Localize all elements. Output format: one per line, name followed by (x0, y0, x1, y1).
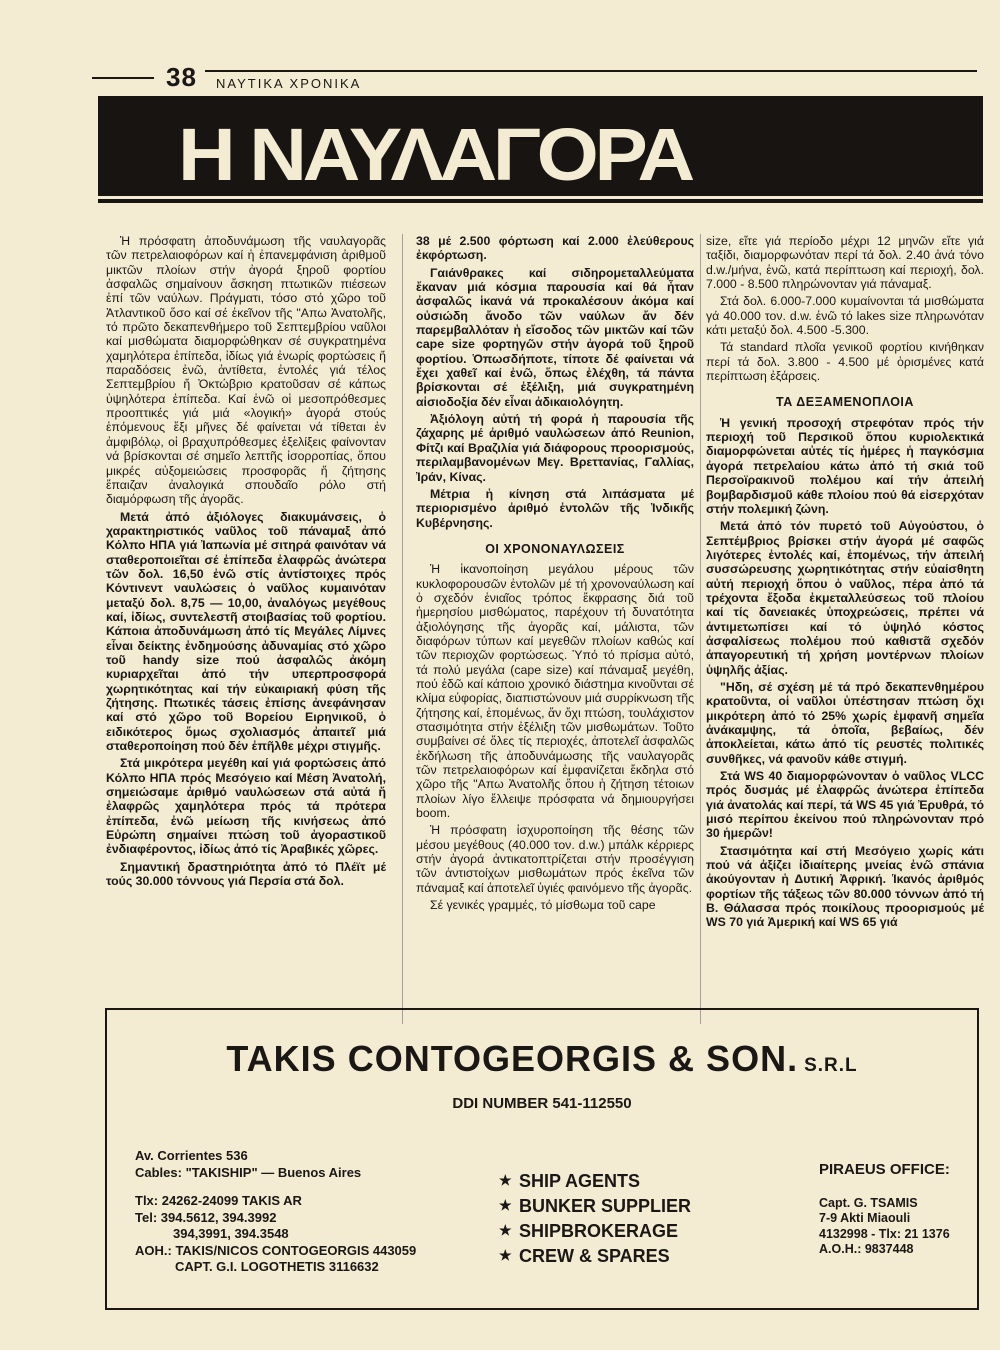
column-divider (700, 234, 701, 1024)
article-paragraph: Μέτρια ἡ κίνηση στά λιπάσματα μέ περιορισμένο ἀριθμό ἐντολῶν τῆς Ἰνδικῆς Κυβέρνησης. (416, 486, 694, 530)
section-heading: ΟΙ ΧΡΟΝΟΝΑΥΛΩΣΕΙΣ (485, 541, 625, 556)
article-paragraph: Στά WS 40 διαμορφώνονταν ὁ ναῦλος VLCC πρός δυσμάς μέ ἐλαφρῶς ἀνώτερα ἐπίπεδα γιά ἀνατολάς καί περί, τά WS 45 γιά Ἐρυθρά, τό μισό περίπου ἐκείνου πού πληρώνονταν πρό 30 ἡμερῶν! (706, 769, 984, 841)
ad-service-item: ★ BUNKER SUPPLIER (499, 1193, 691, 1218)
star-icon: ★ (499, 1247, 512, 1263)
header-rule (92, 77, 154, 79)
article-paragraph: Ἡ ἱκανοποίηση μεγάλου μέρους τῶν κυκλοφορουσῶν ἐντολῶν μέ τή χρονοναύλωση καί ὁ σχεδόν ἑνιαῖος τρόπος ἔκφρασης διά τοῦ ἡμερησίου μισθώματος, παρέχουν τή δυνατότητα ἀξιολόγησης τῆς ἀγορᾶς καί, μάλιστα, τῶν διαφόρων τύπων καί μεγεθῶν πλοίων καθώς καί τῶν περιοχῶν φορτώσεως. Ὑπό τό πρίσμα αὐτό, τά πολύ μεγάλα (cape size) καί πάναμαξ μεγέθη, πού ἐδῶ καί κάποιο χρονικό διάστημα κινοῦνται σέ κλίμα εὐφορίας, διαπιστώνουν μιά συρρίκνωση τῆς ζήτησης καί, ἑπομένως, ἄν ὄχι πτώση, τουλάχιστον στασιμότητα στήν ἐξέλιξη τῶν μισθωμάτων. Τοῦτο συμβαίνει σέ ὅλες τίς περιοχές, ἀποτελεῖ ἀσφαλῶς ἐκδήλωση τῆς ἀποδυνάμωσης τῆς ναυλαγορᾶς τῶν πετρελαιοφόρων καί ἐμφανίζεται ἔκδηλα στό χῶρο τῆς "Απω Ἀνατολῆς ὅπου ἡ ζήτηση τέτοιων πλοίων λίγο ἔλλειψε πρόσφατα νά δημιουργήσει boom. (416, 562, 694, 821)
article-column-3 (706, 234, 984, 933)
ad-piraeus-phone: 4132998 - Tlx: 21 1376 (819, 1226, 950, 1241)
ad-company-suffix: S.R.L (804, 1055, 858, 1076)
ad-after-hours-2: CAPT. G.I. LOGOTHETIS 3116632 (175, 1259, 379, 1274)
article-paragraph: Στασιμότητα καί στή Μεσόγειο χωρίς κάτι πού νά ἀξίζει ἰδιαίτερης μνείας ἐνῶ σπάνια ἀκούγονταν ἡ Δυτική Ἀφρική. Ἱκανός ἀριθμός φορτίων τῆς τάξεως τῶν 80.000 τόννων ἀπό τή Β. Θάλασσα πρός ποικίλους προορισμούς μέ WS 70 γιά Ἀμερική καί WS 65 γιά (706, 843, 984, 930)
article-paragraph: Σέ γενικές γραμμές, τό μίσθωμα τοῦ cape (430, 898, 656, 913)
ad-address: Av. Corrientes 536 (135, 1148, 248, 1163)
article-paragraph: Ἡ γενική προσοχή στρεφόταν πρός τήν περιοχή τοῦ Περσικοῦ ὅπου κυριολεκτικά διαμορφώνεται αὐτές τίς ἡμέρες ἡ παγκόσμια ἀγορά πετρελαίου κάτω ἀπό τή σκιά τοῦ Περσοϊρακινοῦ πολέμου καί τήν ἀπειλή βομβαρδισμοῦ κάθε πλοίου πού θά εἰσερχόταν στήν πολεμική ζώνη. (706, 415, 984, 516)
article-paragraph: "Ηδη, σέ σχέση μέ τά πρό δεκαπενθημέρου κρατοῦντα, οἱ ναῦλοι ὑπέστησαν πτώση ὄχι μικρότερη ἀπό τό 25% χωρίς ἐμφανῆ σημεῖα ἀνάκαμψης, τά ὁποῖα, βεβαίως, δέν ἀποκλείεται, κάτω ἀπό τίς ρευστές πολιτικές συνθῆκες, νά φανοῦν κάθε στιγμή. (706, 679, 984, 766)
title-banner (98, 96, 983, 214)
ad-company-name: TAKIS CONTOGEORGIS & SON. (226, 1038, 799, 1079)
ad-contact-block (135, 1148, 416, 1276)
article-paragraph: Ἡ πρόσφατη ἀποδυνάμωση τῆς ναυλαγορᾶς τῶν πετρελαιοφόρων καί ἡ ἐπανεμφάνιση ἀριθμοῦ μικτῶν πλοίων στήν ἀγορά ξηροῦ φορτίου ἀσφαλῶς σημαίνουν ἄσκηση πτωτικῶν πιέσεων ἐπί τῶν ναύλων. Πράγματι, τόσο στό χῶρο τοῦ Ἀτλαντικοῦ ὅσο καί σέ ἐκεῖνον τῆς "Απω Ἀνατολῆς, τό πρῶτο δεκαπενθήμερο τοῦ Σεπτεμβρίου ναῦλοι καί μισθώματα διαμορφώθηκαν σέ συγκρατημένα χαμηλότερα ἐπίπεδα, ἰδίως γιά ἐνωρίς φορτώσεις ἤ παραδόσεις ἐνῶ, ἀντίθετα, ἐντολές γιά τέλος Σεπτεμβρίου ἤ Ὀκτώβριο κρατοῦσαν σέ κάπως ὑψηλότερα ἐπίπεδα. Καί ἐνῶ οἱ μεσοπρόθεσμες προοπτικές γιά μιά «λογική» ἀγορά στούς ἑπόμενους ἕξι μῆνες δέ φαίνεται νά τίθεται ἐν ἀμφιβόλῳ, οἱ βραχυπρόθεσμες ἐξελίξεις φαίνονταν νά βρίσκονται σέ σημεῖο λεπτῆς ἰσορροπίας, ὅπου μικρές αὐξομειώσεις προσφορᾶς ἤ ζήτησης ἔπαιζαν ἀναλογικά σπουδαῖο ρόλο στή διαμόρφωση τῆς ἀγορᾶς. (106, 234, 386, 507)
article-paragraph: Τά standard πλοῖα γενικοῦ φορτίου κινήθηκαν περί τά δολ. 3.800 - 4.500 μέ ὁρισμένες κατά περίπτωση ἐξάρσεις. (706, 340, 984, 384)
section-heading: ΤΑ ΔΕΞΑΜΕΝΟΠΛΟΙΑ (776, 395, 914, 410)
article-paragraph: Μετά ἀπό τόν πυρετό τοῦ Αὐγούστου, ὁ Σεπτέμβριος βρίσκει στήν ἀγορά μέ σαφῶς λιγότερες ἐντολές καί, ἑπομένως, τήν ἀπειλή συσσώρευσης χωρητικότητας στήν εὐαίσθητη αὐτή περιοχή ὅπου ὁ ναῦλος, πέρα ἀπό τά τρέχοντα ἔξοδα ἐκμεταλλεύσεως τοῦ πλοίου καί τίς δανειακές ὑποχρεώσεις, πρέπει νά ἀντιμετωπίσει καί τό ὑψηλό κόστος ἀσφαλίσεως πολέμου πού καθιστᾶ σχεδόν ἀπαγορευτική τή χρήση μοντέρνων πλοίων ὑψηλῆς ἀξίας. (706, 519, 984, 677)
article-paragraph: 38 μέ 2.500 φόρτωση καί 2.000 ἐλεύθερους ἐκφόρτωση. (416, 234, 694, 263)
page-number: 38 (166, 62, 197, 92)
star-icon: ★ (499, 1197, 512, 1213)
star-icon: ★ (499, 1222, 512, 1238)
banner-band (98, 96, 983, 196)
article-paragraph: Στά δολ. 6.000-7.000 κυμαίνονται τά μισθώματα γά 40.000 τον. d.w. ἐνῶ τό lakes size πληρωνόταν κάτι μεταξύ δολ. 4.500 -5.300. (706, 294, 984, 338)
advertisement (105, 1008, 979, 1310)
star-icon: ★ (499, 1172, 512, 1188)
ad-services-list (499, 1168, 691, 1268)
article-paragraph: Στά μικρότερα μεγέθη καί γιά φορτώσεις ἀπό Κόλπο ΗΠΑ πρός Μεσόγειο καί Μέση Ἀνατολή, σημειώσαμε ἀριθμό ναυλώσεων στά αὐτά ἤ ἐλαφρῶς χαμηλότερα πρός τά πρότερα ἐπίπεδα, ἐνῶ μείωση τῆς κινήσεως ἀπό Εὐρώπη σημαίνει πτώση τοῦ ἀγοραστικοῦ ἐνδιαφέροντος, ἰδίως ἀπό τίς Ἀραβικές χῶρες. (106, 756, 386, 857)
article-column-1 (106, 234, 386, 891)
ad-service-item: ★ SHIP AGENTS (499, 1168, 691, 1193)
ad-service-item: ★ SHIPBROKERAGE (499, 1218, 691, 1243)
magazine-title: ΝΑΥΤΙΚΑ ΧΡΟΝΙΚΑ (216, 76, 362, 91)
ad-piraeus-after-hours: A.O.H.: 9837448 (819, 1242, 914, 1256)
column-divider (402, 234, 403, 1024)
ad-telephone: Tel: 394.5612, 394.3992 (135, 1209, 277, 1225)
ad-piraeus-title: PIRAEUS OFFICE: (819, 1161, 950, 1178)
ad-piraeus-address: 7-9 Akti Miaouli (819, 1211, 911, 1225)
ad-telex: Tlx: 24262-24099 TAKIS AR (135, 1193, 302, 1208)
ad-cables: Cables: "TAKISHIP" — Buenos Aires (135, 1164, 362, 1180)
banner-stripe (98, 199, 983, 203)
ad-piraeus-captain: Capt. G. TSAMIS (819, 1195, 918, 1210)
article-paragraph: Σημαντική δραστηριότητα ἀπό τό Πλέϊτ μέ τούς 30.000 τόννους γιά Περσία στά δολ. (106, 859, 386, 889)
article-paragraph: Γαιάνθρακες καί σιδηρομεταλλεύματα ἔκαναν μιά κόσμια παρουσία καί θά ἦταν ἀσφαλῶς ἱκανά νά προκαλέσουν ἀκόμα καί οὐσιώδη ἄνοδο τῶν ναύλων ἄν δέν παρεμβαλλόταν ἡ εἴσοδος τῶν μικτῶν καί τῶν cape size φορτηγῶν στήν ἀγορά τοῦ ξηροῦ φορτίου. Ὁπωσδήποτε, τίποτε δέ φαίνεται νά ἔχει χαθεῖ καί ἐνῶ, ὅπως ἐλέχθη, τά πάντα βρίσκονται σέ ἐξέλιξη, μιά συγκρατημένη αἰσιοδοξία δέν εἶναι ἀδικαιολόγητη. (416, 265, 694, 409)
ad-telephone-2: 394,3991, 394.3548 (173, 1226, 289, 1241)
ad-company (107, 1038, 977, 1080)
article-paragraph: Ἡ πρόσφατη ἰσχυροποίηση τῆς θέσης τῶν μέσου μεγέθους (40.000 τον. d.w.) μπάλκ κέρριερς στήν ἀγορά ἀντικατοπτρίζεται στήν προσέγγιση τῶν ἀντιστοίχων μισθωμάτων πρός ἐκεῖνα τῶν πάναμαξ καί ἀποτελεῖ ὑγιές φαινόμενο τῆς ἀγορᾶς. (416, 823, 694, 895)
article-paragraph: Μετά ἀπό ἀξιόλογες διακυμάνσεις, ὁ χαρακτηριστικός ναῦλος τοῦ πάναμαξ ἀπό Κόλπο ΗΠΑ γιά Ἰαπωνία μέ σιτηρά φαινόταν νά σταθεροποιεῖται σέ ἐπίπεδα ἐλαφρῶς ἀνώτερα τῶν δολ. 16,50 ἐνῶ στίς ἀντίστοιχες πρός Κόντινεντ ναυλώσεις ὁ ναῦλος κυμαινόταν μεταξύ δολ. 8,75 — 10,00, ἀναλόγως μεγέθους καί, ἰδίως, συντελεστῆ στοιβασίας τοῦ φορτίου. Κάποια ἀποδυνάμωση ἀπό τίς Μεγάλες Λίμνες εἶναι δείκτης ἐνδημούσης ἀδυναμίας στό χῶρο τοῦ handy size πού ἀσφαλῶς ἀκόμη κυριαρχεῖται ἀπό τήν υπερπροσφορά χωρητικότητας καί τήν εὐκαιριακή φύση τῆς ζήτησης. Πτωτικές τάσεις ἐπίσης ἀνεφάνησαν καί στό χῶρο τοῦ Βορείου Ειρηνικοῦ, ὁ ειδικότερος ὅμως σχολιασμός ἀπαιτεῖ μιά σταθεροποίηση πού δέν ἐπῆλθε μέχρι στιγμῆς. (106, 509, 386, 754)
article-paragraph: Ἀξιόλογη αὐτή τή φορά ἡ παρουσία τῆς ζάχαρης μέ ἀριθμό ναυλώσεων ἀπό Reunion, Φίτζι καί Βραζιλία γιά διάφορους προορισμούς, περιλαμβανομένων Μεγ. Βρεττανίας, Γαλλίας, Ἰράν, Κίνας. (416, 412, 694, 484)
ad-after-hours: AOH.: TAKIS/NICOS CONTOGEORGIS 443059 (135, 1242, 417, 1258)
ad-ddi-number: DDI NUMBER 541-112550 (452, 1095, 632, 1112)
article-title: Η ΝΑΥΛΑΓΟΡΑ (178, 113, 691, 196)
article-column-2 (416, 234, 694, 915)
header-rule (205, 70, 977, 72)
ad-piraeus-office (819, 1162, 950, 1258)
article-paragraph: size, εἴτε γιά περίοδο μέχρι 12 μηνῶν εἴτε γιά ταξίδι, διαμορφωνόταν περί τά δολ. 2.40 ἀνά τόνο d.w./μήνα, ἐνῶ, κατά περίπτωση καί περιοχή, δολ. 7.000 - 8.500 πληρώνονταν γιά πάναμαξ. (706, 234, 984, 292)
ad-service-item: ★ CREW & SPARES (499, 1243, 691, 1268)
